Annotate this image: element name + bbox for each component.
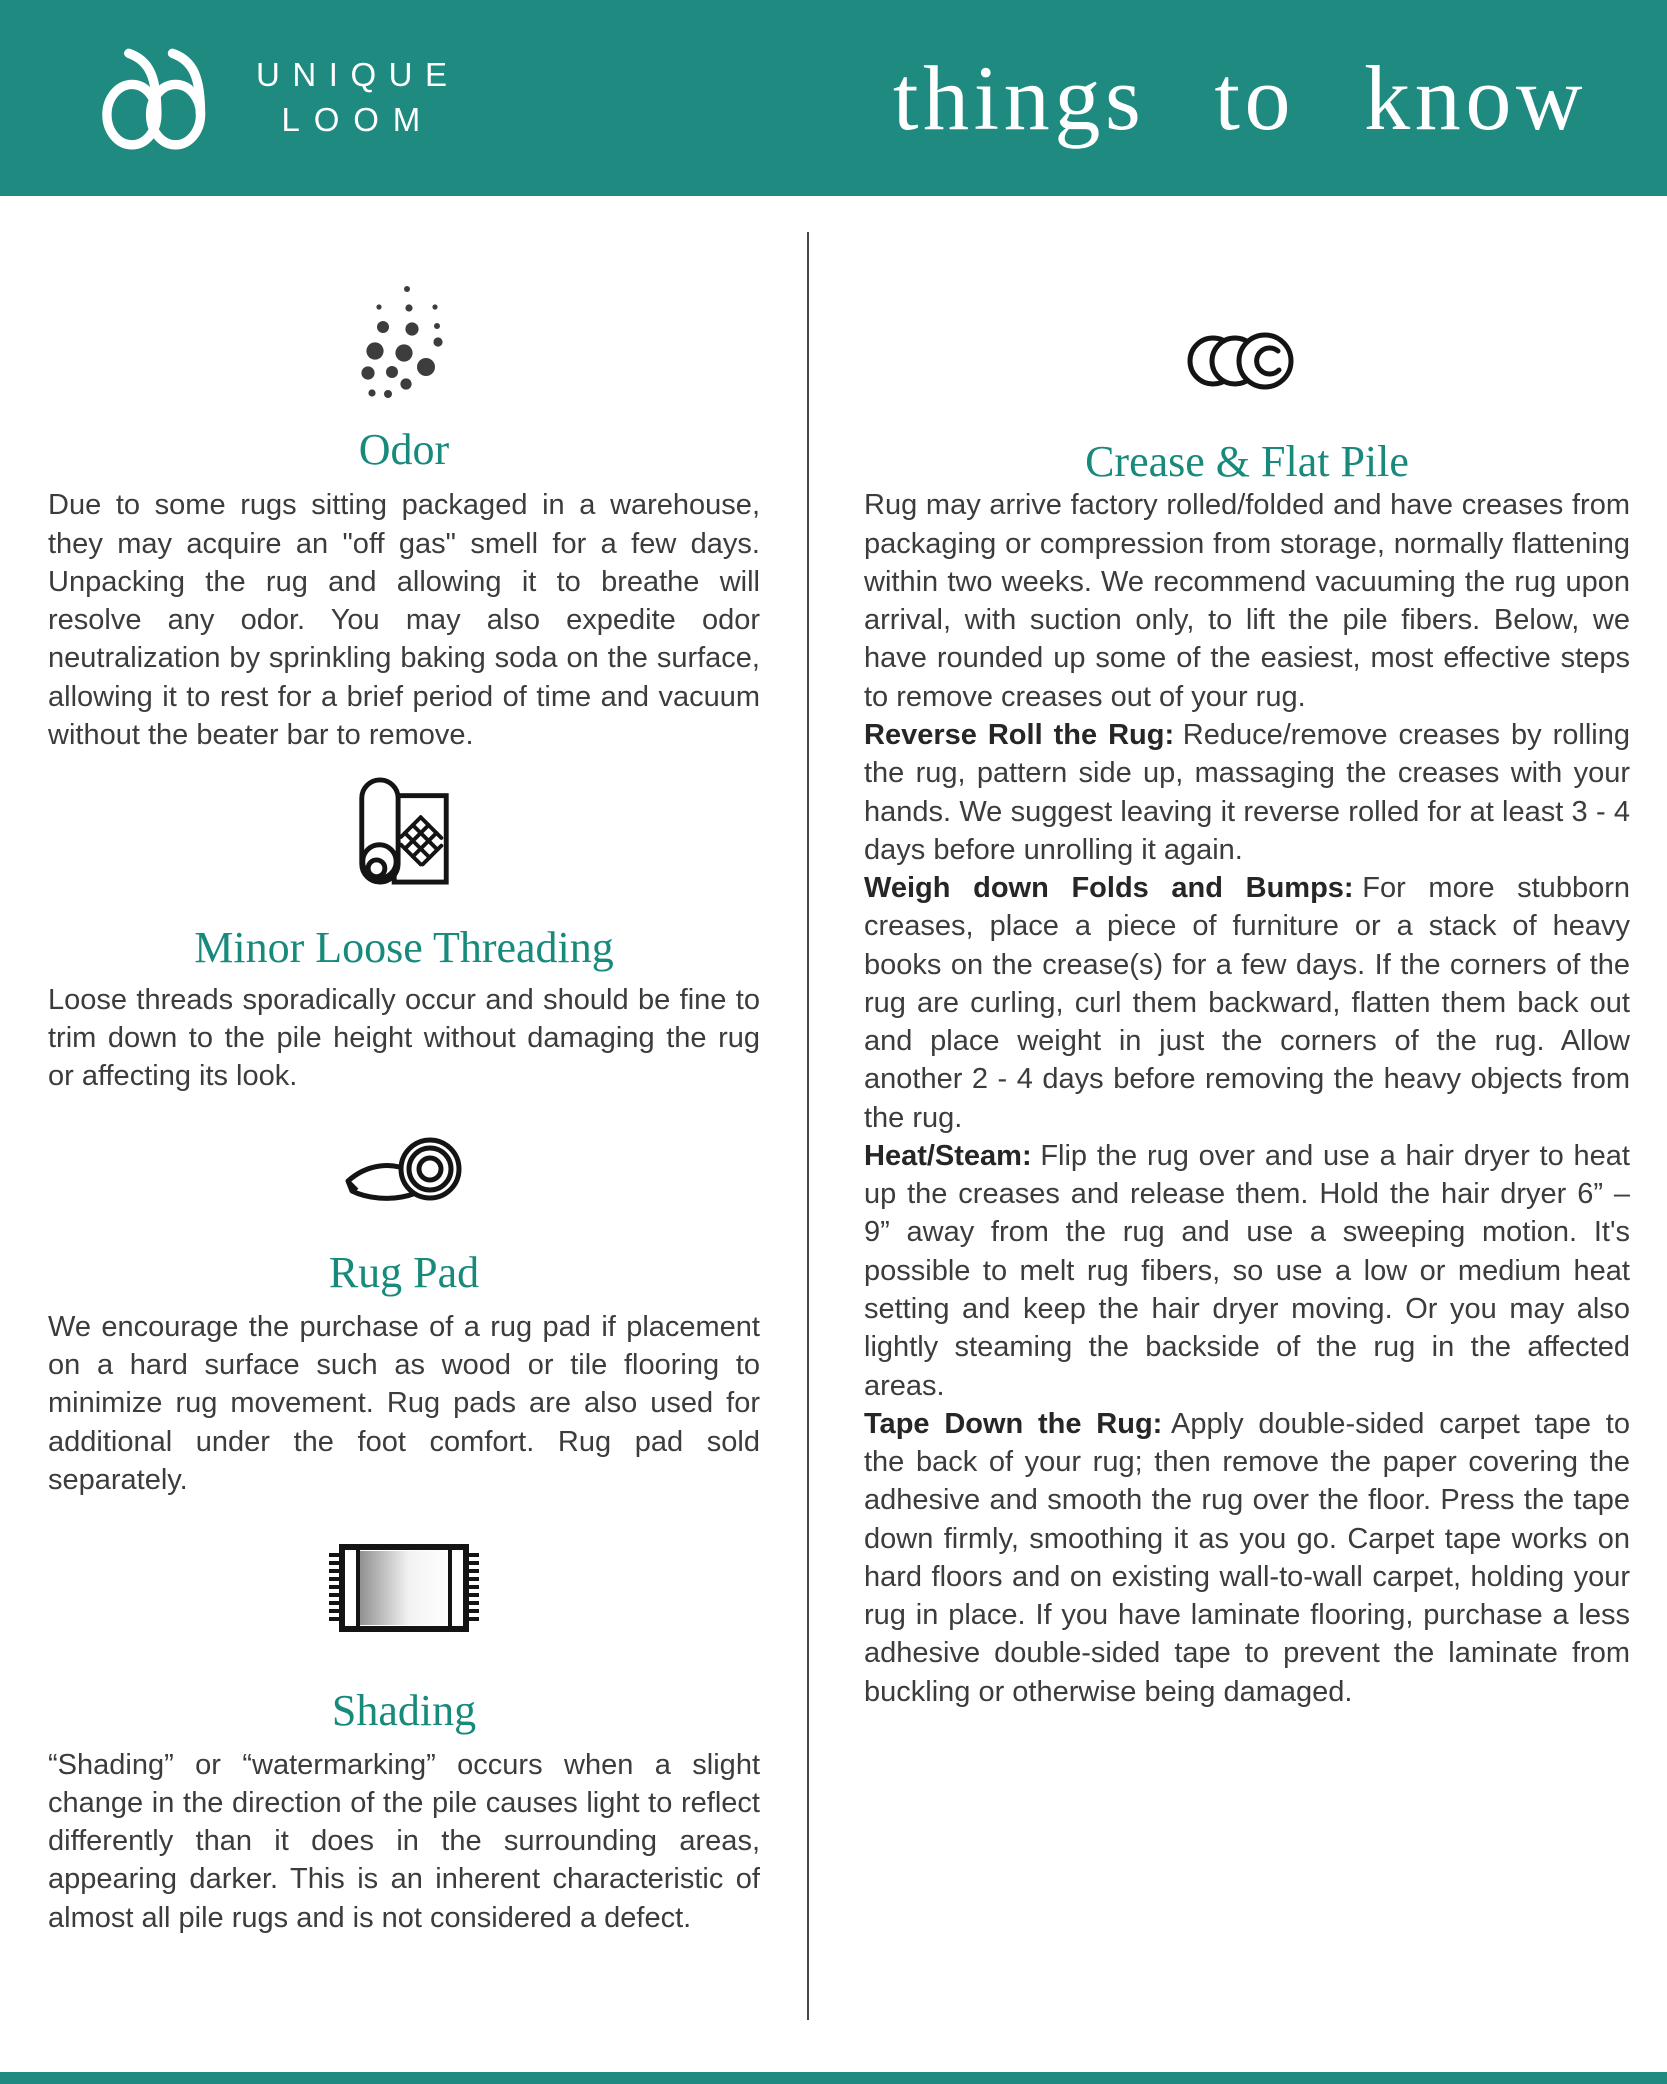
rolled-rug-icon bbox=[864, 330, 1630, 392]
left-column bbox=[48, 232, 760, 2072]
section-rug-pad bbox=[48, 1131, 760, 1499]
section-heading-rug-pad: Rug Pad bbox=[328, 1248, 480, 1298]
odor-dots-icon bbox=[48, 280, 760, 398]
tip-weigh-down bbox=[864, 869, 1630, 1137]
header-banner bbox=[0, 0, 1667, 196]
tip-text-weigh-down: For more stubborn creases, place a piece of furniture or a stack of heavy books on the crease(s) for a few days. If the corners of the rug are curling, curl them backward, flatten them back out and place weight in just the corners of the rug. Allow another 2 - 4 days before removing the heavy objects from the rug. bbox=[864, 872, 1630, 1134]
section-body-loose-threading: Loose threads sporadically occur and should be fine to trim down to the pile height without damaging the rug or affecting its look. bbox=[48, 983, 760, 1093]
tip-text-heat-steam: Flip the rug over and use a hair dryer to heat up the creases and release them. Hold the hair dryer 6” – 9” away from the rug and use a sweeping motion. It's possible to melt rug fibers, so use a low or medium heat setting and keep the hair dryer moving. Or you may also lightly steaming the backside of the rug in the affected areas. bbox=[864, 1139, 1630, 1402]
section-body-shading: “Shading” or “watermarking” occurs when a slight change in the direction of the pile causes light to reflect differently than it does in the surrounding areas, appearing darker. This is an inherent characteristic of almost all pile rugs and is not considered a defect. bbox=[48, 1748, 760, 1934]
tip-label-heat-steam: Heat/Steam: bbox=[864, 1139, 1032, 1172]
brand-line1: UNIQUE bbox=[256, 56, 460, 94]
section-heading-crease: Crease & Flat Pile bbox=[1085, 437, 1409, 486]
footer-bar bbox=[0, 2072, 1667, 2084]
loose-threading-icon bbox=[48, 776, 760, 886]
section-shading bbox=[48, 1529, 760, 1937]
section-body-rug-pad: We encourage the purchase of a rug pad if placement on a hard surface such as wood or tile flooring to minimize rug movement. Rug pads are also used for additional under the foot comfort. Rug pad sold separately. bbox=[48, 1310, 760, 1496]
tip-text-reverse-roll: Reduce/remove creases by rolling the rug, pattern side up, massaging the creases with your hands. We suggest leaving it reverse rolled for at least 3 - 4 days before unrolling it again. bbox=[864, 718, 1630, 866]
tip-label-weigh-down: Weigh down Folds and Bumps: bbox=[864, 872, 1354, 905]
section-odor bbox=[48, 280, 760, 754]
brand-name bbox=[256, 53, 460, 142]
section-crease-flat-pile bbox=[864, 330, 1630, 486]
column-divider bbox=[807, 232, 809, 2020]
right-column bbox=[864, 232, 1630, 2072]
tip-tape-down bbox=[864, 1405, 1630, 1711]
rug-pad-icon bbox=[48, 1131, 760, 1207]
tip-label-reverse-roll: Reverse Roll the Rug: bbox=[864, 718, 1175, 751]
section-heading-shading: Shading bbox=[331, 1686, 477, 1736]
section-body-odor: Due to some rugs sitting packaged in a warehouse, they may acquire an "off gas" smell for a few days. Unpacking the rug and allowing it to breathe will resolve any odor. You may also expedite odor neutralization by sprinkling baking soda on the surface, allowing it to rest for a brief period of time and vacuum without the beater bar to remove. bbox=[48, 489, 760, 751]
crease-intro-paragraph: Rug may arrive factory rolled/folded and have creases from packaging or compression from storage, normally flattening within two weeks. We recommend vacuuming the rug upon arrival, with suction only, to lift the pile fibers. Below, we have rounded up some of the easiest, most effective steps to remove creases out of your rug. bbox=[864, 489, 1630, 713]
section-loose-threading bbox=[48, 776, 760, 1095]
page-title: things to know bbox=[892, 47, 1587, 149]
tip-reverse-roll bbox=[864, 716, 1630, 869]
brand-line2: LOOM bbox=[281, 101, 435, 138]
tip-heat-steam bbox=[864, 1137, 1630, 1405]
section-heading-odor: Odor bbox=[358, 425, 450, 474]
tip-label-tape-down: Tape Down the Rug: bbox=[864, 1407, 1163, 1440]
tip-text-tape-down: Apply double-sided carpet tape to the back of your rug; then remove the paper covering the adhesive and smooth the rug over the floor. Press the tape down firmly, smoothing it as you go. Carpet tape works on hard floors and on existing wall-to-wall carpet, holding your rug in place. If you have laminate flooring, purchase a less adhesive double-sided tape to prevent the laminate from buckling or otherwise being damaged. bbox=[864, 1407, 1630, 1708]
unique-loom-logo-icon bbox=[92, 46, 230, 150]
shading-icon bbox=[48, 1529, 760, 1637]
section-heading-loose-threading: Minor Loose Threading bbox=[194, 923, 614, 973]
content-area bbox=[0, 196, 1667, 2072]
